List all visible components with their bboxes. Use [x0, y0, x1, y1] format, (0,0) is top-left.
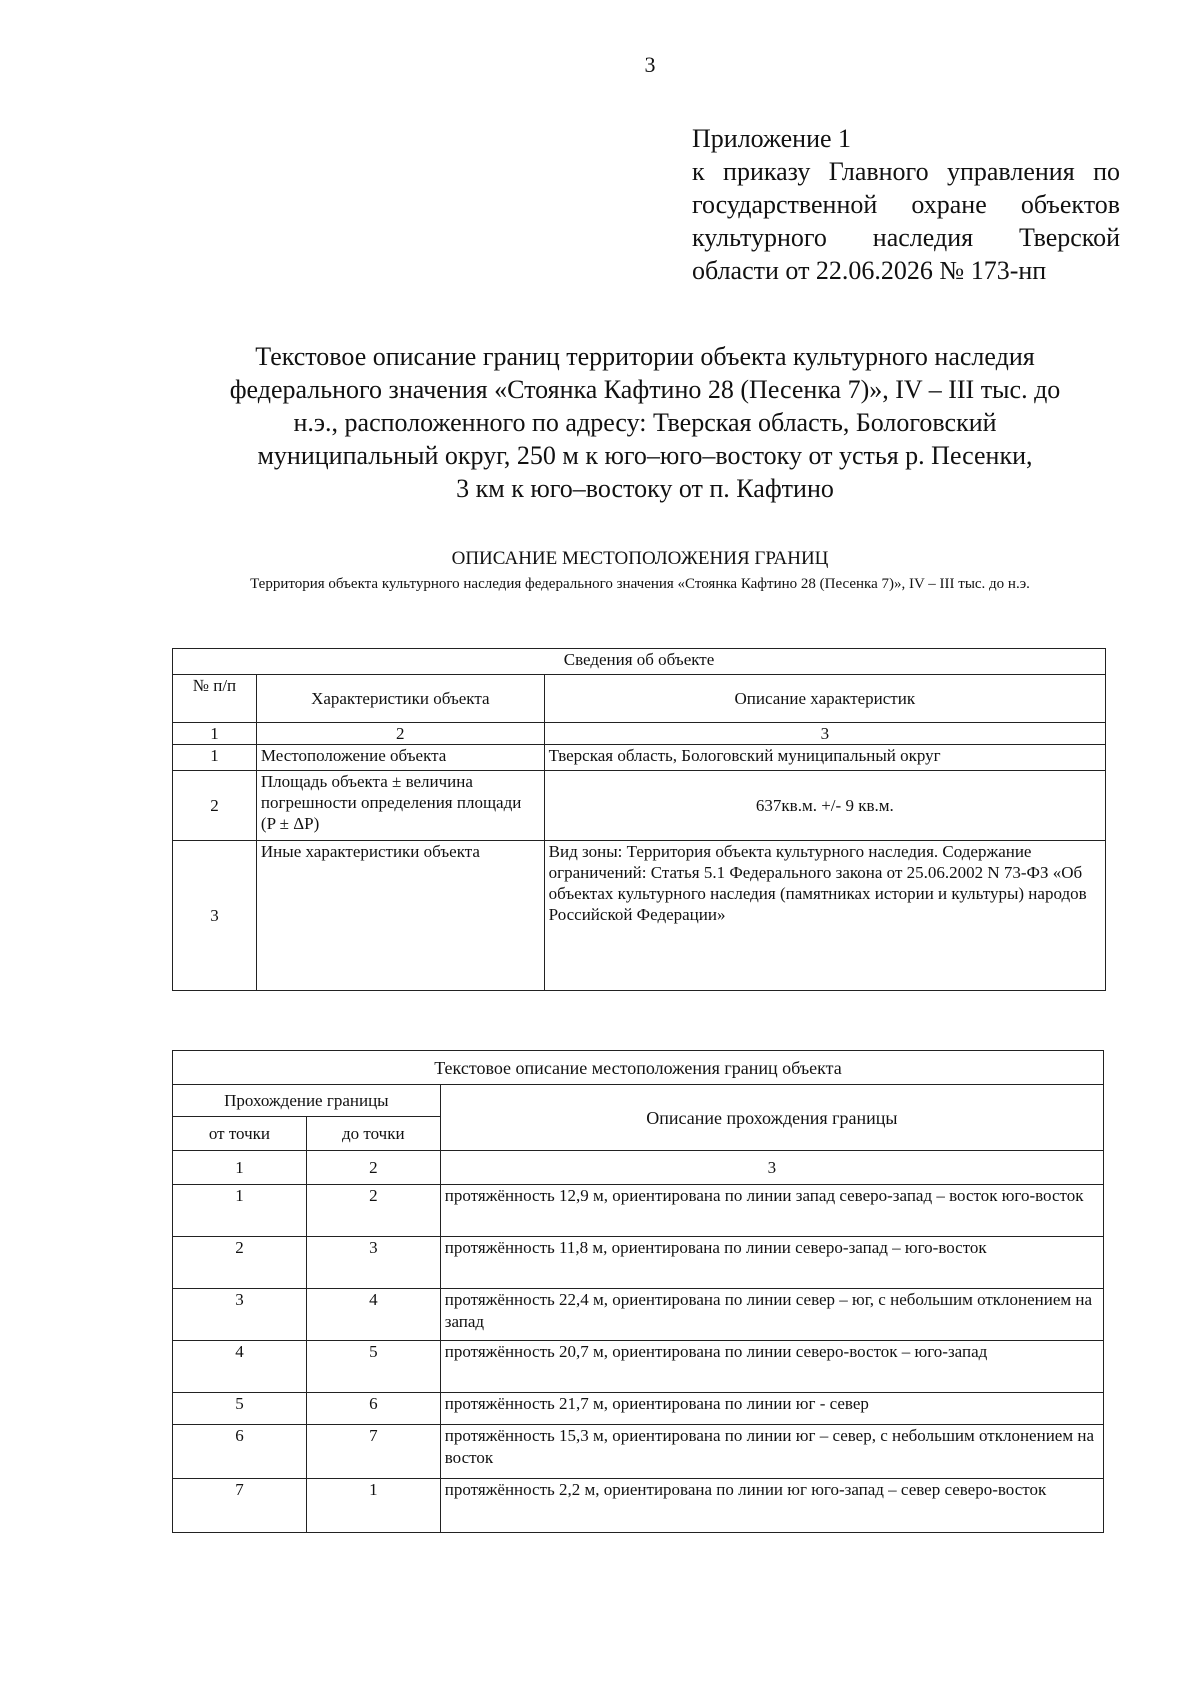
boundary-description: протяжённость 20,7 м, ориентирована по линии северо-восток – юго-запад [440, 1341, 1103, 1393]
boundary-description: протяжённость 11,8 м, ориентирована по линии северо-запад – юго-восток [440, 1237, 1103, 1289]
object-info-table [172, 648, 1106, 991]
from-point: 1 [173, 1185, 307, 1237]
from-point: 4 [173, 1341, 307, 1393]
index-cell: 2 [306, 1151, 440, 1185]
to-point: 2 [306, 1185, 440, 1237]
index-cell: 2 [256, 723, 544, 745]
boundary-description: протяжённость 2,2 м, ориентирована по линии юг юго-запад – север северо-восток [440, 1479, 1103, 1533]
table-row [173, 841, 1106, 991]
section-subheading: Территория объекта культурного наследия федерального значения «Стоянка Кафтино 28 (Песенка 7)», IV – III тыс. до н.э. [250, 576, 1030, 592]
from-point: 6 [173, 1425, 307, 1479]
object-table-caption: Сведения об объекте [173, 649, 1106, 675]
to-point: 6 [306, 1393, 440, 1425]
appendix-line: культурного наследия Тверской [692, 223, 1120, 252]
boundary-description: протяжённость 21,7 м, ориентирована по линии юг - север [440, 1393, 1103, 1425]
index-cell: 3 [440, 1151, 1103, 1185]
table-row [173, 745, 1106, 771]
row-number: 3 [173, 841, 257, 991]
table-row [173, 1237, 1104, 1289]
to-point: 7 [306, 1425, 440, 1479]
table-row [173, 1425, 1104, 1479]
section-heading: ОПИСАНИЕ МЕСТОПОЛОЖЕНИЯ ГРАНИЦ [451, 548, 829, 569]
row-description: Тверская область, Бологовский муниципальный округ [544, 745, 1105, 771]
from-point: 7 [173, 1479, 307, 1533]
boundary-description: протяжённость 15,3 м, ориентирована по линии юг – север, с небольшим отклонением на восток [440, 1425, 1103, 1479]
boundary-description: протяжённость 12,9 м, ориентирована по линии запад северо-запад – восток юго-восток [440, 1185, 1103, 1237]
table-row [173, 1185, 1104, 1237]
row-number: 1 [173, 745, 257, 771]
table-row [173, 1393, 1104, 1425]
header-description: Описание характеристик [544, 675, 1105, 723]
appendix-line: к приказу Главного управления по [692, 157, 1120, 186]
to-point: 4 [306, 1289, 440, 1341]
header-passage: Прохождение границы [173, 1085, 441, 1117]
row-description: Вид зоны: Территория объекта культурного наследия. Содержание ограничений: Статья 5.1 Федерального закона от 25.06.2002 N 73-ФЗ «Об объектах культурного наследия (памятниках истории и культуры) народов Российской Федерации» [544, 841, 1105, 991]
header-num: № п/п [173, 675, 257, 723]
to-point: 1 [306, 1479, 440, 1533]
table-row [173, 1341, 1104, 1393]
row-characteristic: Местоположение объекта [256, 745, 544, 771]
document-title [170, 340, 1120, 505]
header-to-point: до точки [306, 1117, 440, 1151]
from-point: 2 [173, 1237, 307, 1289]
from-point: 5 [173, 1393, 307, 1425]
appendix-line: области от 22.06.2026 № 173-нп [692, 256, 1047, 285]
to-point: 5 [306, 1341, 440, 1393]
title-line: 3 км к юго–востоку от п. Кафтино [456, 474, 834, 503]
row-characteristic: Площадь объекта ± величина погрешности определения площади (P ± ΔP) [256, 771, 544, 841]
index-cell: 3 [544, 723, 1105, 745]
title-line: федерального значения «Стоянка Кафтино 28 (Песенка 7)», IV – III тыс. до [229, 375, 1061, 404]
from-point: 3 [173, 1289, 307, 1341]
header-characteristics: Характеристики объекта [256, 675, 544, 723]
row-number: 2 [173, 771, 257, 841]
title-line: Текстовое описание границ территории объекта культурного наследия [255, 342, 1035, 371]
table-row [173, 771, 1106, 841]
page-number: 3 [644, 52, 656, 77]
row-description: 637кв.м. +/- 9 кв.м. [544, 771, 1105, 841]
boundary-table-caption: Текстовое описание местоположения границ объекта [173, 1051, 1104, 1085]
header-from-point: от точки [173, 1117, 307, 1151]
index-cell: 1 [173, 723, 257, 745]
title-line: н.э., расположенного по адресу: Тверская область, Бологовский [293, 408, 997, 437]
index-cell: 1 [173, 1151, 307, 1185]
table-row [173, 1479, 1104, 1533]
appendix-line: государственной охране объектов [692, 190, 1120, 219]
header-boundary-description: Описание прохождения границы [440, 1085, 1103, 1151]
title-line: муниципальный округ, 250 м к юго–юго–востоку от устья р. Песенки, [257, 441, 1033, 470]
boundary-description: протяжённость 22,4 м, ориентирована по линии север – юг, с небольшим отклонением на запад [440, 1289, 1103, 1341]
appendix-block [692, 122, 1120, 287]
table-row [173, 1289, 1104, 1341]
boundary-table [172, 1050, 1104, 1533]
to-point: 3 [306, 1237, 440, 1289]
appendix-title: Приложение 1 [692, 124, 852, 153]
row-characteristic: Иные характеристики объекта [256, 841, 544, 991]
